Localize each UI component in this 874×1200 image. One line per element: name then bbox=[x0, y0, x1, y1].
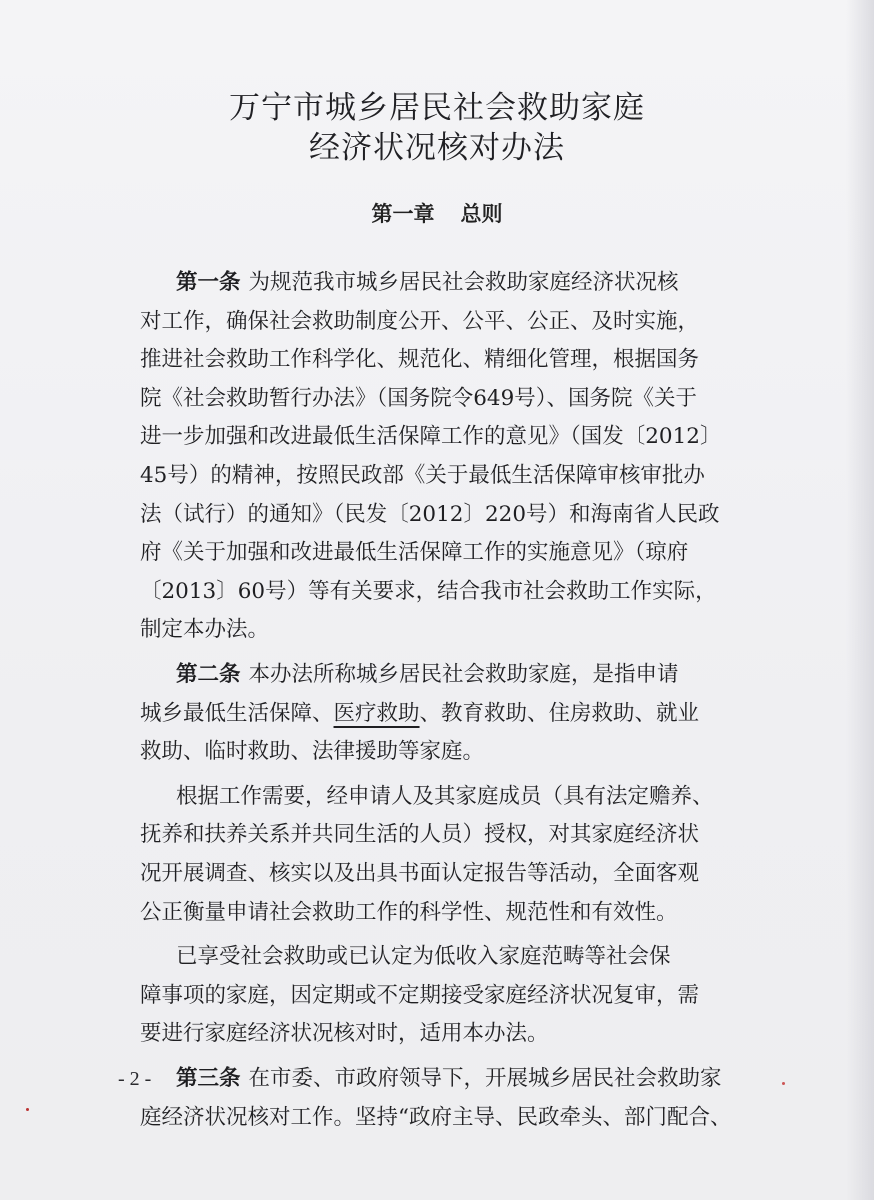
body-line: 法（试行）的通知》（民发〔2012〕220号）和海南省人民政 bbox=[140, 502, 720, 527]
article-label: 第三条 bbox=[176, 1066, 241, 1091]
body-text: 本办法所称城乡居民社会救助家庭，是指申请 bbox=[248, 662, 679, 687]
body-line bbox=[176, 1062, 722, 1096]
body-line bbox=[176, 266, 679, 300]
body-line: 庭经济状况核对工作。坚持“政府主导、民政牵头、部门配合、 bbox=[140, 1105, 732, 1130]
body-line: 制定本办法。 bbox=[140, 617, 270, 642]
body-line: 公正衡量申请社会救助工作的科学性、规范性和有效性。 bbox=[140, 900, 678, 925]
body-line: 进一步加强和改进最低生活保障工作的意见》（国发〔2012〕 bbox=[140, 424, 722, 449]
body-line: 抚养和扶养关系并共同生活的人员）授权，对其家庭经济状 bbox=[140, 822, 700, 847]
body-line: 推进社会救助工作科学化、规范化、精细化管理，根据国务 bbox=[140, 347, 700, 372]
body-line: 府《关于加强和改进最低生活保障工作的实施意见》（琼府 bbox=[140, 540, 689, 565]
body-text: 为规范我市城乡居民社会救助家庭经济状况核 bbox=[248, 270, 679, 295]
body-line bbox=[140, 697, 699, 731]
paper-speck bbox=[26, 1108, 29, 1111]
paper-speck bbox=[782, 1082, 785, 1085]
body-line: 对工作，确保社会救助制度公开、公平、公正、及时实施， bbox=[140, 309, 700, 334]
body-line bbox=[176, 658, 679, 692]
document-title-line-2: 经济状况核对办法 bbox=[309, 130, 565, 166]
body-line: 根据工作需要，经申请人及其家庭成员（具有法定赡养、 bbox=[176, 784, 714, 809]
article-label: 第二条 bbox=[176, 662, 241, 687]
body-line: 45号）的精神，按照民政部《关于最低生活保障审核审批办 bbox=[140, 463, 705, 488]
body-line: 〔2013〕60号）等有关要求，结合我市社会救助工作实际， bbox=[140, 579, 717, 604]
body-line: 要进行家庭经济状况核对时，适用本办法。 bbox=[140, 1021, 549, 1046]
page-number: - 2 - bbox=[118, 1068, 152, 1090]
chapter-number: 第一章 bbox=[371, 202, 435, 226]
body-line: 已享受社会救助或已认定为低收入家庭范畴等社会保 bbox=[176, 944, 671, 969]
underlined-term: 医疗救助 bbox=[333, 701, 420, 726]
chapter-name: 总则 bbox=[460, 202, 503, 226]
chapter-heading bbox=[0, 198, 874, 228]
article-label: 第一条 bbox=[176, 270, 241, 295]
body-text: 在市委、市政府领导下，开展城乡居民社会救助家 bbox=[248, 1066, 722, 1091]
body-line: 救助、临时救助、法律援助等家庭。 bbox=[140, 739, 485, 764]
body-line: 院《社会救助暂行办法》（国务院令649号）、国务院《关于 bbox=[140, 386, 698, 411]
body-text: 、教育救助、住房救助、就业 bbox=[419, 701, 700, 726]
body-text: 城乡最低生活保障、 bbox=[140, 701, 334, 726]
body-line: 况开展调查、核实以及出具书面认定报告等活动，全面客观 bbox=[140, 861, 700, 886]
document-title-line-1: 万宁市城乡居民社会救助家庭 bbox=[229, 90, 645, 126]
body-line: 障事项的家庭，因定期或不定期接受家庭经济状况复审，需 bbox=[140, 983, 700, 1008]
